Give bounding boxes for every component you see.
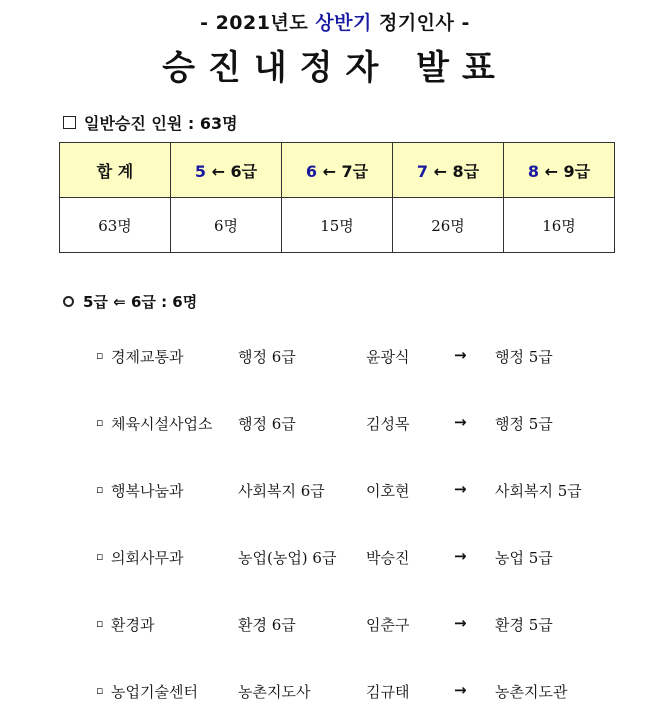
to-grade: 사회복지 5급	[495, 482, 582, 500]
from-grade: 행정 6급	[238, 415, 296, 433]
from-grade: 농업(농업) 6급	[238, 549, 337, 567]
person-name: 임춘구	[366, 616, 410, 634]
small-square-icon: ▫	[96, 550, 104, 563]
square-bullet-icon	[63, 116, 76, 129]
to-grade: 농촌지도관	[495, 683, 568, 701]
small-square-icon: ▫	[96, 684, 104, 697]
col-grade-5: 5 ← 6급	[171, 143, 282, 198]
right-arrow-icon: →	[454, 614, 467, 632]
from-grade: 행정 6급	[238, 348, 296, 366]
subtitle-prefix: - 2021년도	[200, 12, 316, 34]
page-subtitle	[0, 8, 670, 35]
department: 체육시설사업소	[111, 415, 213, 433]
section-heading-text: 5급 ⇐ 6급 : 6명	[83, 293, 198, 311]
person-name: 박승진	[366, 549, 410, 567]
department: 행복나눔과	[111, 482, 184, 500]
department: 환경과	[111, 616, 155, 634]
small-square-icon: ▫	[96, 483, 104, 496]
subtitle-accent: 상반기	[315, 12, 372, 34]
to-grade: 행정 5급	[495, 348, 553, 366]
person-name: 김규태	[366, 683, 410, 701]
list-item	[0, 413, 670, 435]
summary-values-row	[60, 198, 615, 253]
page-title: 승진내정자 발표	[162, 48, 508, 88]
col-grade-7: 7 ← 8급	[393, 143, 504, 198]
value-total: 63명	[60, 198, 171, 253]
right-arrow-icon: →	[454, 413, 467, 431]
value-grade-8: 16명	[504, 198, 615, 253]
value-grade-7: 26명	[393, 198, 504, 253]
person-name: 윤광식	[366, 348, 410, 366]
right-arrow-icon: →	[454, 346, 467, 364]
subtitle-suffix: 정기인사 -	[371, 12, 470, 34]
list-item	[0, 547, 670, 569]
right-arrow-icon: →	[454, 547, 467, 565]
right-arrow-icon: →	[454, 480, 467, 498]
right-arrow-icon: →	[454, 681, 467, 699]
summary-heading	[63, 111, 238, 134]
list-item	[0, 614, 670, 636]
list-item	[0, 346, 670, 368]
section-heading	[63, 291, 197, 312]
to-grade: 행정 5급	[495, 415, 553, 433]
value-grade-5: 6명	[171, 198, 282, 253]
to-grade: 환경 5급	[495, 616, 553, 634]
col-total: 합 계	[60, 143, 171, 198]
value-grade-6: 15명	[282, 198, 393, 253]
to-grade: 농업 5급	[495, 549, 553, 567]
from-grade: 농촌지도사	[238, 683, 311, 701]
person-name: 이호현	[366, 482, 410, 500]
small-square-icon: ▫	[96, 617, 104, 630]
summary-header-row	[60, 143, 615, 198]
person-name: 김성목	[366, 415, 410, 433]
summary-heading-text: 일반승진 인원 : 63명	[84, 114, 238, 133]
from-grade: 사회복지 6급	[238, 482, 325, 500]
col-grade-6: 6 ← 7급	[282, 143, 393, 198]
department: 의회사무과	[111, 549, 184, 567]
summary-table	[59, 142, 615, 253]
col-grade-8: 8 ← 9급	[504, 143, 615, 198]
small-square-icon: ▫	[96, 416, 104, 429]
list-item	[0, 480, 670, 502]
department: 농업기술센터	[111, 683, 198, 701]
department: 경제교통과	[111, 348, 184, 366]
list-item	[0, 681, 670, 703]
circle-bullet-icon	[63, 296, 74, 307]
from-grade: 환경 6급	[238, 616, 296, 634]
small-square-icon: ▫	[96, 349, 104, 362]
